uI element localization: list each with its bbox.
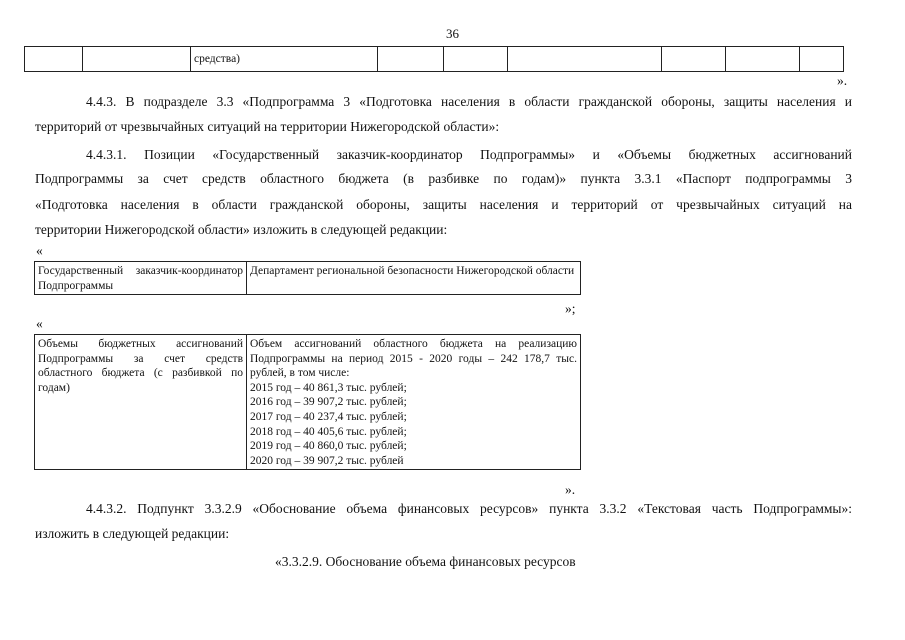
table-cell: [378, 47, 444, 72]
table-cell: [662, 47, 726, 72]
budget-intro: Объем ассигнований областного бюджета на реализацию Подпрограммы на период 2015 - 2020 годы – 242 178,7 тыс. рублей, в том числе:: [250, 338, 577, 380]
table-cell: [83, 47, 191, 72]
paragraph-4-4-3-1-line3: «Подготовка населения в области гражданской обороны, защиты населения и территорий от чрезвычайных ситуаций на: [35, 197, 852, 212]
paragraph-4-4-3-2-line2: изложить в следующей редакции:: [35, 526, 230, 541]
paragraph-4-4-3-1-line4: территории Нижегородской области» изложить в следующей редакции:: [35, 222, 448, 237]
table-cell: [726, 47, 800, 72]
paragraph-4-4-3-line2: территорий от чрезвычайных ситуаций на территории Нижегородской области»:: [35, 119, 500, 134]
table-cell: [444, 47, 508, 72]
table-row: [25, 47, 844, 72]
closing-quote: ».: [565, 482, 576, 497]
passport-table-coordinator: [34, 261, 581, 295]
budget-year-line: 2017 год – 40 237,4 тыс. рублей;: [250, 410, 407, 423]
opening-quote: «: [36, 316, 43, 331]
paragraph-4-4-3-1-line1: 4.4.3.1. Позиции «Государственный заказчик-координатор Подпрограммы» и «Объемы бюджетных ассигнований: [86, 147, 852, 162]
table-cell-label: Объемы бюджетных ассигнований Подпрограммы за счет средств областного бюджета (с разбивкой по годам): [35, 335, 247, 470]
table-cell-value: Департамент региональной безопасности Нижегородской области: [247, 262, 581, 295]
table-cell-value: [247, 335, 581, 470]
table-cell-label: Государственный заказчик-координатор Подпрограммы: [35, 262, 247, 295]
table-cell: средства): [191, 47, 378, 72]
paragraph-4-4-3-2-line1: 4.4.3.2. Подпункт 3.3.2.9 «Обоснование объема финансовых ресурсов» пункта 3.3.2 «Текстовая часть Подпрограммы»:: [86, 501, 852, 516]
table-cell: [508, 47, 662, 72]
budget-year-line: 2015 год – 40 861,3 тыс. рублей;: [250, 381, 407, 394]
budget-year-line: 2019 год – 40 860,0 тыс. рублей;: [250, 440, 407, 453]
table-cell: [25, 47, 83, 72]
closing-quote: »;: [565, 301, 576, 316]
continuation-table: [24, 46, 844, 72]
table-row: [35, 335, 581, 470]
passport-table-budget: [34, 334, 581, 470]
closing-quote: ».: [837, 73, 848, 88]
paragraph-4-4-3-1-line2: Подпрограммы за счет средств областного бюджета (в разбивке по годам)» пункта 3.3.1 «Паспорт подпрограммы 3: [35, 171, 852, 186]
page-number: 36: [446, 26, 459, 41]
budget-year-line: 2016 год – 39 907,2 тыс. рублей;: [250, 396, 407, 409]
paragraph-4-4-3-line1: 4.4.3. В подразделе 3.3 «Подпрограмма 3 «Подготовка населения в области гражданской обороны, защиты населения и: [86, 94, 852, 109]
budget-year-line: 2018 год – 40 405,6 тыс. рублей;: [250, 425, 407, 438]
budget-year-line: 2020 год – 39 907,2 тыс. рублей: [250, 454, 404, 467]
opening-quote: «: [36, 243, 43, 258]
section-heading-3-3-2-9: «3.3.2.9. Обоснование объема финансовых ресурсов: [275, 554, 576, 569]
table-row: [35, 262, 581, 295]
table-cell: [800, 47, 844, 72]
